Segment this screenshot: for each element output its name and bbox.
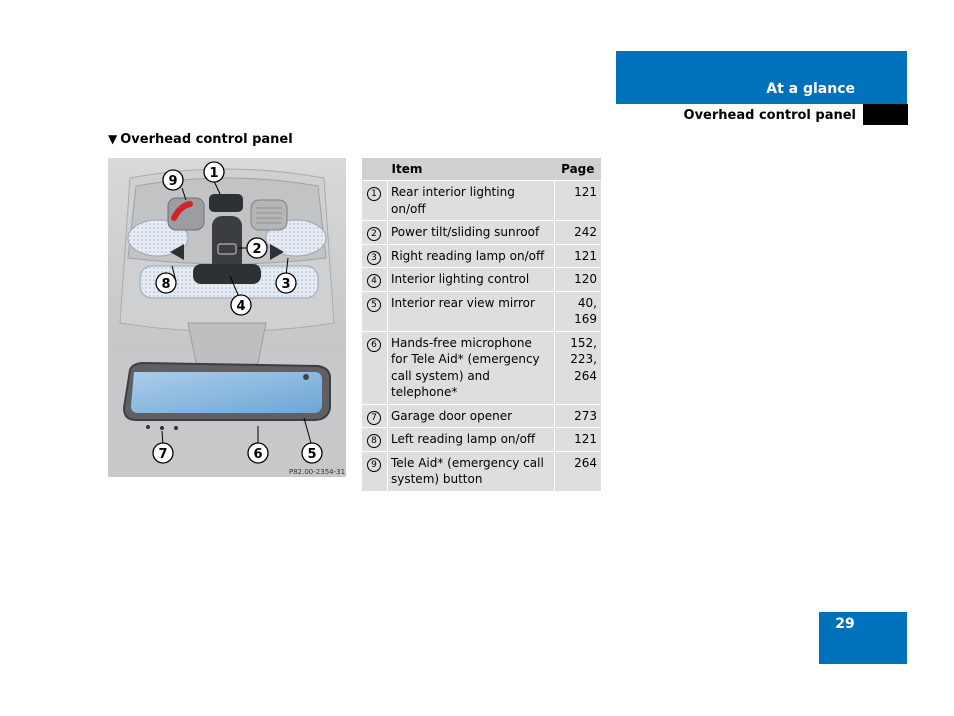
triangle-icon: ▼ <box>108 132 118 146</box>
table-row <box>362 428 601 452</box>
header-page: Page <box>555 158 602 181</box>
callout-6 <box>248 443 268 463</box>
row-page: 121 <box>555 428 602 452</box>
table-row <box>362 404 601 428</box>
table-header-row <box>362 158 601 181</box>
table-row <box>362 221 601 245</box>
table-row <box>362 181 601 221</box>
table-row <box>362 268 601 292</box>
svg-text:6: 6 <box>253 447 263 462</box>
svg-text:4: 4 <box>236 299 246 314</box>
row-item: Hands-free microphone for Tele Aid* (emergency call system) and telephone* <box>388 331 555 404</box>
overhead-panel-photo <box>108 158 346 477</box>
svg-text:2: 2 <box>252 242 262 257</box>
table-row <box>362 291 601 331</box>
row-number-cell <box>362 331 388 404</box>
row-number: 2 <box>367 227 381 241</box>
row-number-cell <box>362 404 388 428</box>
row-page: 152, 223, 264 <box>555 331 602 404</box>
row-item: Rear interior lighting on/off <box>388 181 555 221</box>
row-number: 9 <box>367 458 381 472</box>
callout-3 <box>276 273 296 293</box>
image-code: P82.00-2354-31 <box>289 468 346 476</box>
table-row <box>362 451 601 491</box>
svg-text:5: 5 <box>307 447 317 462</box>
callout-8 <box>156 273 176 293</box>
svg-text:3: 3 <box>281 277 291 292</box>
callout-5 <box>302 443 322 463</box>
section-heading-text: Overhead control panel <box>120 132 293 147</box>
row-item: Garage door opener <box>388 404 555 428</box>
items-table <box>362 158 601 491</box>
section-title: Overhead control panel <box>683 108 856 123</box>
callout-7 <box>153 443 173 463</box>
row-page: 40, 169 <box>555 291 602 331</box>
row-number: 7 <box>367 411 381 425</box>
svg-text:9: 9 <box>168 174 178 189</box>
row-number: 6 <box>367 338 381 352</box>
row-page: 120 <box>555 268 602 292</box>
row-item: Interior lighting control <box>388 268 555 292</box>
row-page: 121 <box>555 244 602 268</box>
section-heading <box>108 132 293 147</box>
row-item: Right reading lamp on/off <box>388 244 555 268</box>
row-number: 8 <box>367 434 381 448</box>
chapter-title: At a glance <box>766 81 855 97</box>
row-page: 242 <box>555 221 602 245</box>
row-item: Left reading lamp on/off <box>388 428 555 452</box>
row-item: Interior rear view mirror <box>388 291 555 331</box>
callout-1 <box>204 162 224 182</box>
row-number-cell <box>362 221 388 245</box>
row-number-cell <box>362 291 388 331</box>
row-page: 273 <box>555 404 602 428</box>
header-item: Item <box>388 158 555 181</box>
callout-9 <box>163 170 183 190</box>
row-number-cell <box>362 428 388 452</box>
row-item: Power tilt/sliding sunroof <box>388 221 555 245</box>
callout-4 <box>231 295 251 315</box>
chapter-header-box <box>616 51 907 104</box>
callout-2 <box>247 238 267 258</box>
section-tab <box>863 104 908 125</box>
row-number-cell <box>362 451 388 491</box>
page-number: 29 <box>835 616 855 632</box>
row-item: Tele Aid* (emergency call system) button <box>388 451 555 491</box>
page-number-box <box>819 612 907 664</box>
svg-text:7: 7 <box>158 447 168 462</box>
header-num-cell <box>362 158 388 181</box>
row-page: 264 <box>555 451 602 491</box>
row-number: 5 <box>367 298 381 312</box>
row-number-cell <box>362 268 388 292</box>
row-page: 121 <box>555 181 602 221</box>
svg-text:8: 8 <box>161 277 171 292</box>
row-number: 3 <box>367 251 381 265</box>
row-number: 4 <box>367 274 381 288</box>
row-number-cell <box>362 244 388 268</box>
row-number-cell <box>362 181 388 221</box>
svg-text:1: 1 <box>209 166 219 181</box>
table-row <box>362 331 601 404</box>
table-row <box>362 244 601 268</box>
row-number: 1 <box>367 187 381 201</box>
